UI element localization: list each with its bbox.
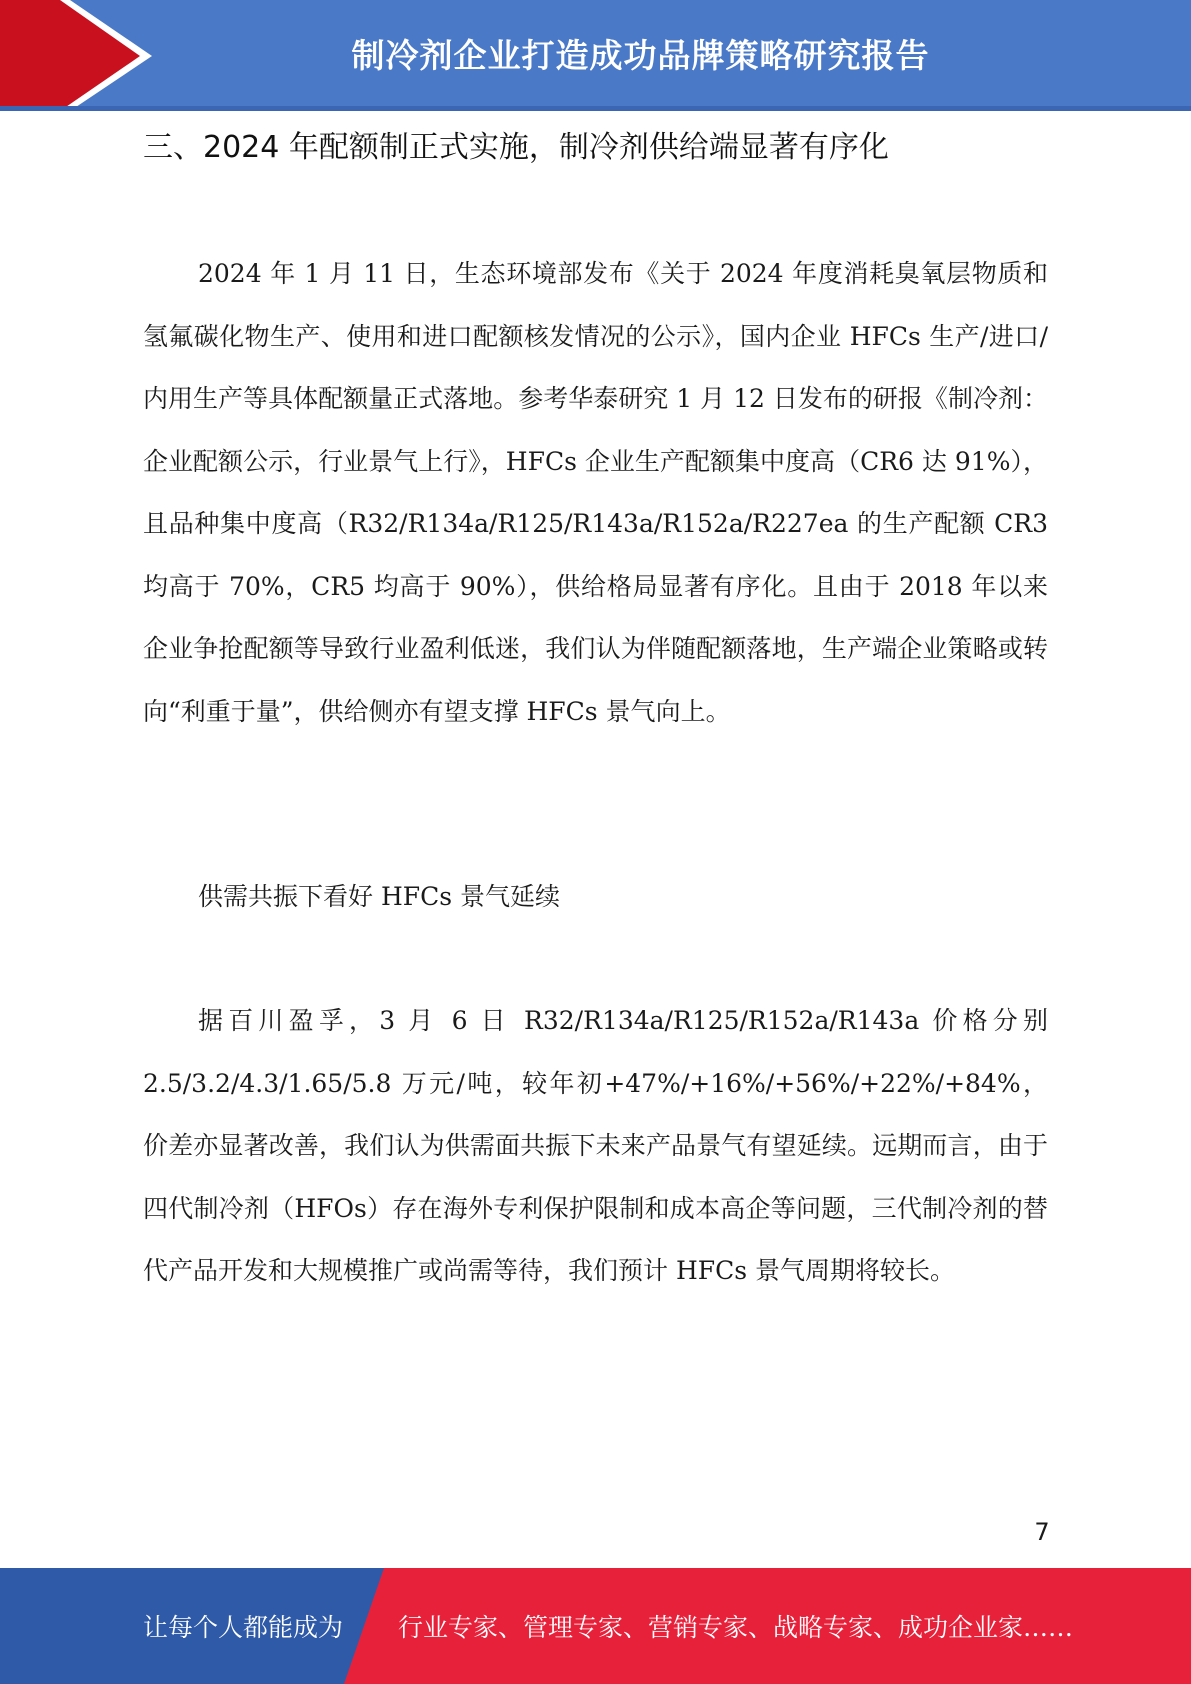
- footer-slogan-left: 让每个人都能成为: [143, 1613, 344, 1642]
- section-title: 三、2024 年配额制正式实施，制冷剂供给端显著有序化: [143, 130, 889, 165]
- body-paragraph-prices: 据百川盈孚，3 月 6 日 R32/R134a/R125/R152a/R143a 价格分别 2.5/3.2/4.3/1.65/5.8 万元/吨，较年初+47%/+16%/+56%/+22%/+84%，价差亦显著改善，我们认为供需面共振下未来产品景气有望延续。远期而言，由于四代制冷剂（HFOs）存在海外专利保护限制和成本高企等问题，三代制冷剂的替代产品开发和大规模推广或尚需等待，我们预计 HFCs 景气周期将较长。: [143, 1006, 1048, 1285]
- page-number: 7: [1034, 1518, 1050, 1546]
- body-paragraph-quota: 2024 年 1 月 11 日，生态环境部发布《关于 2024 年度消耗臭氧层物质和氢氟碳化物生产、使用和进口配额核发情况的公示》，国内企业 HFCs 生产/进口/内用生产等具体配额量正式落地。参考华泰研究 1 月 12 日发布的研报《制冷剂：企业配额公示，行业景气上行》，HFCs 企业生产配额集中度高（CR6 达 91%），且品种集中度高（R32/R134a/R125/R143a/R152a/R227ea 的生产配额 CR3 均高于 70%，CR5 均高于 90%），供给格局显著有序化。且由于 2018 年以来企业争抢配额等导致行业盈利低迷，我们认为伴随配额落地，生产端企业策略或转向“利重于量”，供给侧亦有望支撑 HFCs 景气向上。: [143, 259, 1048, 726]
- page-footer: [0, 1568, 1191, 1684]
- body-paragraph-subheading: 供需共振下看好 HFCs 景气延续: [198, 882, 561, 911]
- footer-slogan-right: 行业专家、管理专家、营销专家、战略专家、成功企业家……: [398, 1613, 1074, 1642]
- page-header: [0, 0, 1191, 111]
- report-title: 制冷剂企业打造成功品牌策略研究报告: [351, 35, 930, 75]
